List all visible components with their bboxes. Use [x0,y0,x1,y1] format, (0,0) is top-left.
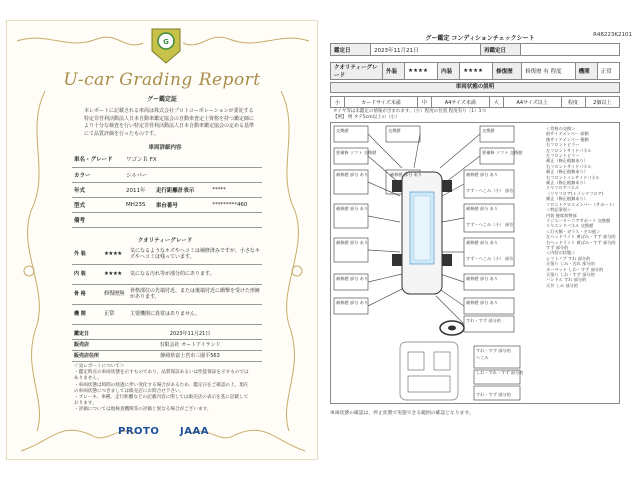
right-list-item: フロントクロスメンバー（サポート） [546,201,617,207]
right-list-item: 右フロントサイドパネル [546,163,592,169]
cert-shop-label: 販売店 [72,339,116,350]
sheet-quality-label: クオリティーグレード [331,63,383,80]
vehicle-section-head: 車両詳細内容 [148,145,182,151]
frame-right-scroll [281,91,298,431]
vehicle-model-label: 型式 [72,197,124,212]
grade-interior-stars: ★★★★ [102,264,128,284]
right-list-item: すず 部分的 [546,244,569,250]
table-row [72,212,262,227]
table-row [72,284,262,304]
diagram-label: 補修歴 部分 あり [466,240,498,245]
diagram-label: 補修歴 部分 あり [336,240,368,245]
table-row [72,244,262,264]
vehicle-model-value: MH23S [124,197,154,212]
grade-engine-desc: 主要機関に異常はありません。 [128,304,262,324]
brand-logos [118,426,238,444]
right-list-item: 左フロントピラー [546,153,580,159]
diagram-label: すず・へこみ（小） 部位 [466,256,514,261]
right-list-item: 天張り しわ・すず 部分的 [546,271,595,277]
diagram-label: すず・へこみ（小） 部位 [466,188,514,193]
size-level-label: 程度 [561,97,585,108]
sheet-date-table [330,43,620,56]
right-list-item: 補正（修正痕無あり） [546,169,588,175]
right-list-item: 補正（修正痕無あり） [546,180,588,186]
right-list-item: 左ヘッドライト 黄ばみ・すず 部分的 [546,234,616,240]
cert-address-value: 静岡県富士宮市三園平563 [116,350,262,361]
diagram-label: すれ・すず 部分的 [476,392,511,397]
diagram-label: 補修歴 部分 あり [466,206,498,211]
diagram-label: 交換歴 [482,128,495,133]
diagram-label: 補修歴 部分 あり [466,300,498,305]
car-interior-view-icon [400,342,458,400]
certificate-bottom-table [72,328,262,362]
certificate-intro: 本レポートに記載される車両は株式会社プロトコーポレーションが委託する特定非営利活動法人日本自動車鑑定協会の自動車査定士資格を持つ鑑定師により十分な検査を行い特定非営利活動法人日本自動車鑑定協会の定める基準にて品質評価を行ったものです。 [84,108,255,137]
diagram-label: 補修歴 部分 あり [466,172,498,177]
right-list-item: 天井 しみ 部分的 [546,282,578,288]
size-medium-desc: A4サイズ未満 [431,97,489,108]
goo-kantei-badge-icon [148,25,184,65]
table-row [331,44,620,56]
grade-interior-desc: 気になる汚れ等が部分的にあります。 [128,264,262,284]
table-row [72,167,262,182]
grade-exterior-desc: 気になるようなキズやヘコミは補修済みですが、小さなキズやヘコミは残っています。 [128,244,262,264]
grade-interior-label: 内 装 [72,264,102,284]
size-small-label: 小 [331,97,345,108]
right-list-item: 補正（修正痕無あり） [546,158,588,164]
diagram-label: 交換歴 [336,128,349,133]
diagram-label: 補修歴 部分 あり [336,300,368,305]
vehicle-name-value: ワゴンＲ FX [124,152,262,167]
diagram-label: 補修歴 部分 あり [336,276,368,281]
right-list-item: 右フロントインサイドパネル [546,174,600,180]
vehicle-year-label: 年式 [72,182,124,197]
diagram-label: へこみ [476,355,489,360]
table-row [72,350,262,361]
grade-engine-value: 正常 [102,304,128,324]
sheet-renewal-value [521,44,620,56]
right-list-item: ＜内装の状態＞ [546,250,576,256]
sheet-engine-label: 機関 [575,63,597,80]
diagram-label: 補修歴 部分 あり [466,276,498,281]
vehicle-name-label: 車名・グレード [72,152,124,167]
right-list-item: 右フロントピラー [546,142,580,148]
sheet-quality-table [330,62,620,80]
frame-right-rosette [292,266,302,276]
sheet-interior-value: ★★★★ [460,63,493,80]
damage-legend-example: 【例】 例 タテ5cm以上の（小） [333,115,400,120]
right-list-item: ハンドル すれ 部分的 [546,277,587,283]
proto-logo: PROTO [118,426,160,437]
car-top-view-icon [392,172,452,294]
table-row [72,182,262,197]
sheet-title: グー鑑定 コンディションチェックシート [425,35,535,42]
size-level-value: 2個以上 [585,97,619,108]
table-row [72,197,262,212]
frame-left-scroll [28,91,45,431]
right-list-item: リヤフロアパネル [546,185,580,191]
diagram-label: 補修歴 部分 あり [336,206,368,211]
diagram-label: 交換歴 [388,128,401,133]
sheet-interior-label: 内装 [438,63,460,80]
note-item: ・評価については他検査機関等の評価と異なる場合がございます。 [74,407,212,413]
right-list-item: （リヤフロア(トランクフロア) [546,190,604,196]
steering-wheel-icon [440,321,464,335]
frame-top-right-swirl [183,37,309,45]
cert-date-label: 鑑定日 [72,328,116,339]
sheet-repair-value: 修復歴 有 程度 [522,63,576,80]
damage-legend: タイヤ等は未鑑定の情報が含まれます。（小）程度の位置 程度有り（1）1つ [333,109,486,114]
right-list-item: 左フロントサイドパネル [546,147,592,153]
right-list-item: リヤエンドパネル 交換歴 [546,223,594,229]
vehicle-mileage-label: 走行距離計表示 [154,182,210,197]
frame-left-rosette [24,266,34,276]
right-list-item: 前サイドメンバー 前側 [546,131,589,137]
vehicle-year-value: 2011年 [124,182,154,197]
vehicle-frame-value: *********460 [210,197,262,212]
table-row [331,97,620,108]
certificate-subtitle: グー鑑定証 [146,96,177,103]
diagram-label: 要補修 ソフト 交換歴 [482,150,523,155]
certificate-title: U-car Grading Report [63,70,261,90]
diagram-label: すれ・すず 部分的 [476,348,511,353]
grade-exterior-stars: ★★★★ [102,244,128,264]
right-list-item: 補正（修正痕無あり） [546,196,588,202]
note-item: ・鑑定時点の車両状態を示すものであり、品質保証あるいは性能保証を示すものではありません。 [74,370,249,382]
cert-shop-value: 有限会社 オートアイランド [116,339,262,350]
cert-address-label: 販売店住所 [72,350,116,361]
table-row [72,152,262,167]
table-row [72,339,262,350]
vehicle-mileage-value: ***** [210,182,262,197]
note-item: ・ブレーキ、車種、走行距離などの記載内容に関しては販売店の表示を基に記載しております。 [74,395,249,407]
size-large-label: 大 [489,97,503,108]
vehicle-detail-table [72,152,262,228]
diagram-label: しわ・すれ・すず 部分的 [476,370,524,375]
right-list-item: 内装 後席荷物部 [546,212,577,218]
grade-frame-desc: 骨格部位の先端付近、または後端付近に衝撃を受けた形跡があります。 [128,284,262,304]
diagram-label: 補修歴 部分 あり [390,172,422,177]
grade-frame-value: 修復歴無 [102,284,128,304]
cert-date-value: 2023年11月21日 [116,328,262,339]
vehicle-color-value: シルバー [124,167,262,182]
table-row [72,328,262,339]
sheet-repair-label: 修復歴 [493,63,522,80]
sheet-exterior-value: ★★★★ [405,63,438,80]
diagram-label: すず・へこみ（小） 部位 [466,222,514,227]
right-list-item: ラジエーターコアサポート 交換歴 [546,217,611,223]
diagram-label: 補修歴 部分 あり [336,172,368,177]
damage-size-table [330,96,620,108]
grade-engine-label: 機 関 [72,304,102,324]
certificate-notes [74,364,252,414]
frame-top-left-swirl [17,37,143,45]
vehicle-frame-label: 車台番号 [154,197,210,212]
grade-frame-label: 骨 格 [72,284,102,304]
sheet-date-value: 2023年11月21日 [371,44,481,56]
svg-text:G: G [163,38,169,46]
right-list-item: 天張り しみ・汚れ 部分的 [546,261,595,267]
sheet-footnote: 車両状態の確認は、停止状態で実施できる範囲の確認となります。 [330,411,474,416]
quality-section-head: クオリティーグレード [137,238,193,244]
table-row [72,304,262,324]
diagram-label: すれ・すず 部分的 [466,318,501,323]
table-row [331,63,620,80]
sheet-id: R48223K2101 [593,32,632,38]
damage-section-head: 車両状態の説明 [330,82,620,93]
sheet-engine-value: 正常 [597,63,619,80]
table-row [72,264,262,284]
sheet-exterior-label: 外装 [383,63,405,80]
size-small-desc: カードサイズ未満 [345,97,418,108]
vehicle-remarks-label: 備考 [72,212,124,227]
notes-title: ＜気レポートについて＞ [74,364,125,369]
note-item: ・車両状態は時間の経過に伴い変化する場合があるため、鑑定日をご確認の上、現在の車両状態につきましては販売店にお問合せ下さい。 [74,382,249,394]
sheet-renewal-label: 再鑑定日 [481,44,521,56]
diagram-label: 要補修 ソフト 交換歴 [336,150,377,155]
grade-exterior-label: 外 装 [72,244,102,264]
quality-grade-table [72,244,262,325]
right-list-item: 右ヘッドライト 黄ばみ・すず 部分的 [546,239,616,245]
right-list-item: ＜特記事項＞ [546,207,572,213]
jaaa-logo: JAAA [180,426,209,437]
right-list-item: シフトノブ すれ 部分的 [546,255,591,261]
right-list-item: ＜灯火類・ガラス・その他＞ [546,228,601,234]
vehicle-color-label: カラー [72,167,124,182]
right-list-item: カーペット しわ・すず 部分的 [546,266,604,272]
right-list-item: ＜骨格の交換＞ [546,126,576,131]
size-large-desc: A4サイズ以上 [503,97,561,108]
right-list-item: 後サイドメンバー 後側 [546,136,589,142]
sheet-right-list [546,126,618,288]
size-medium-label: 中 [417,97,431,108]
sheet-date-label: 鑑定日 [331,44,371,56]
